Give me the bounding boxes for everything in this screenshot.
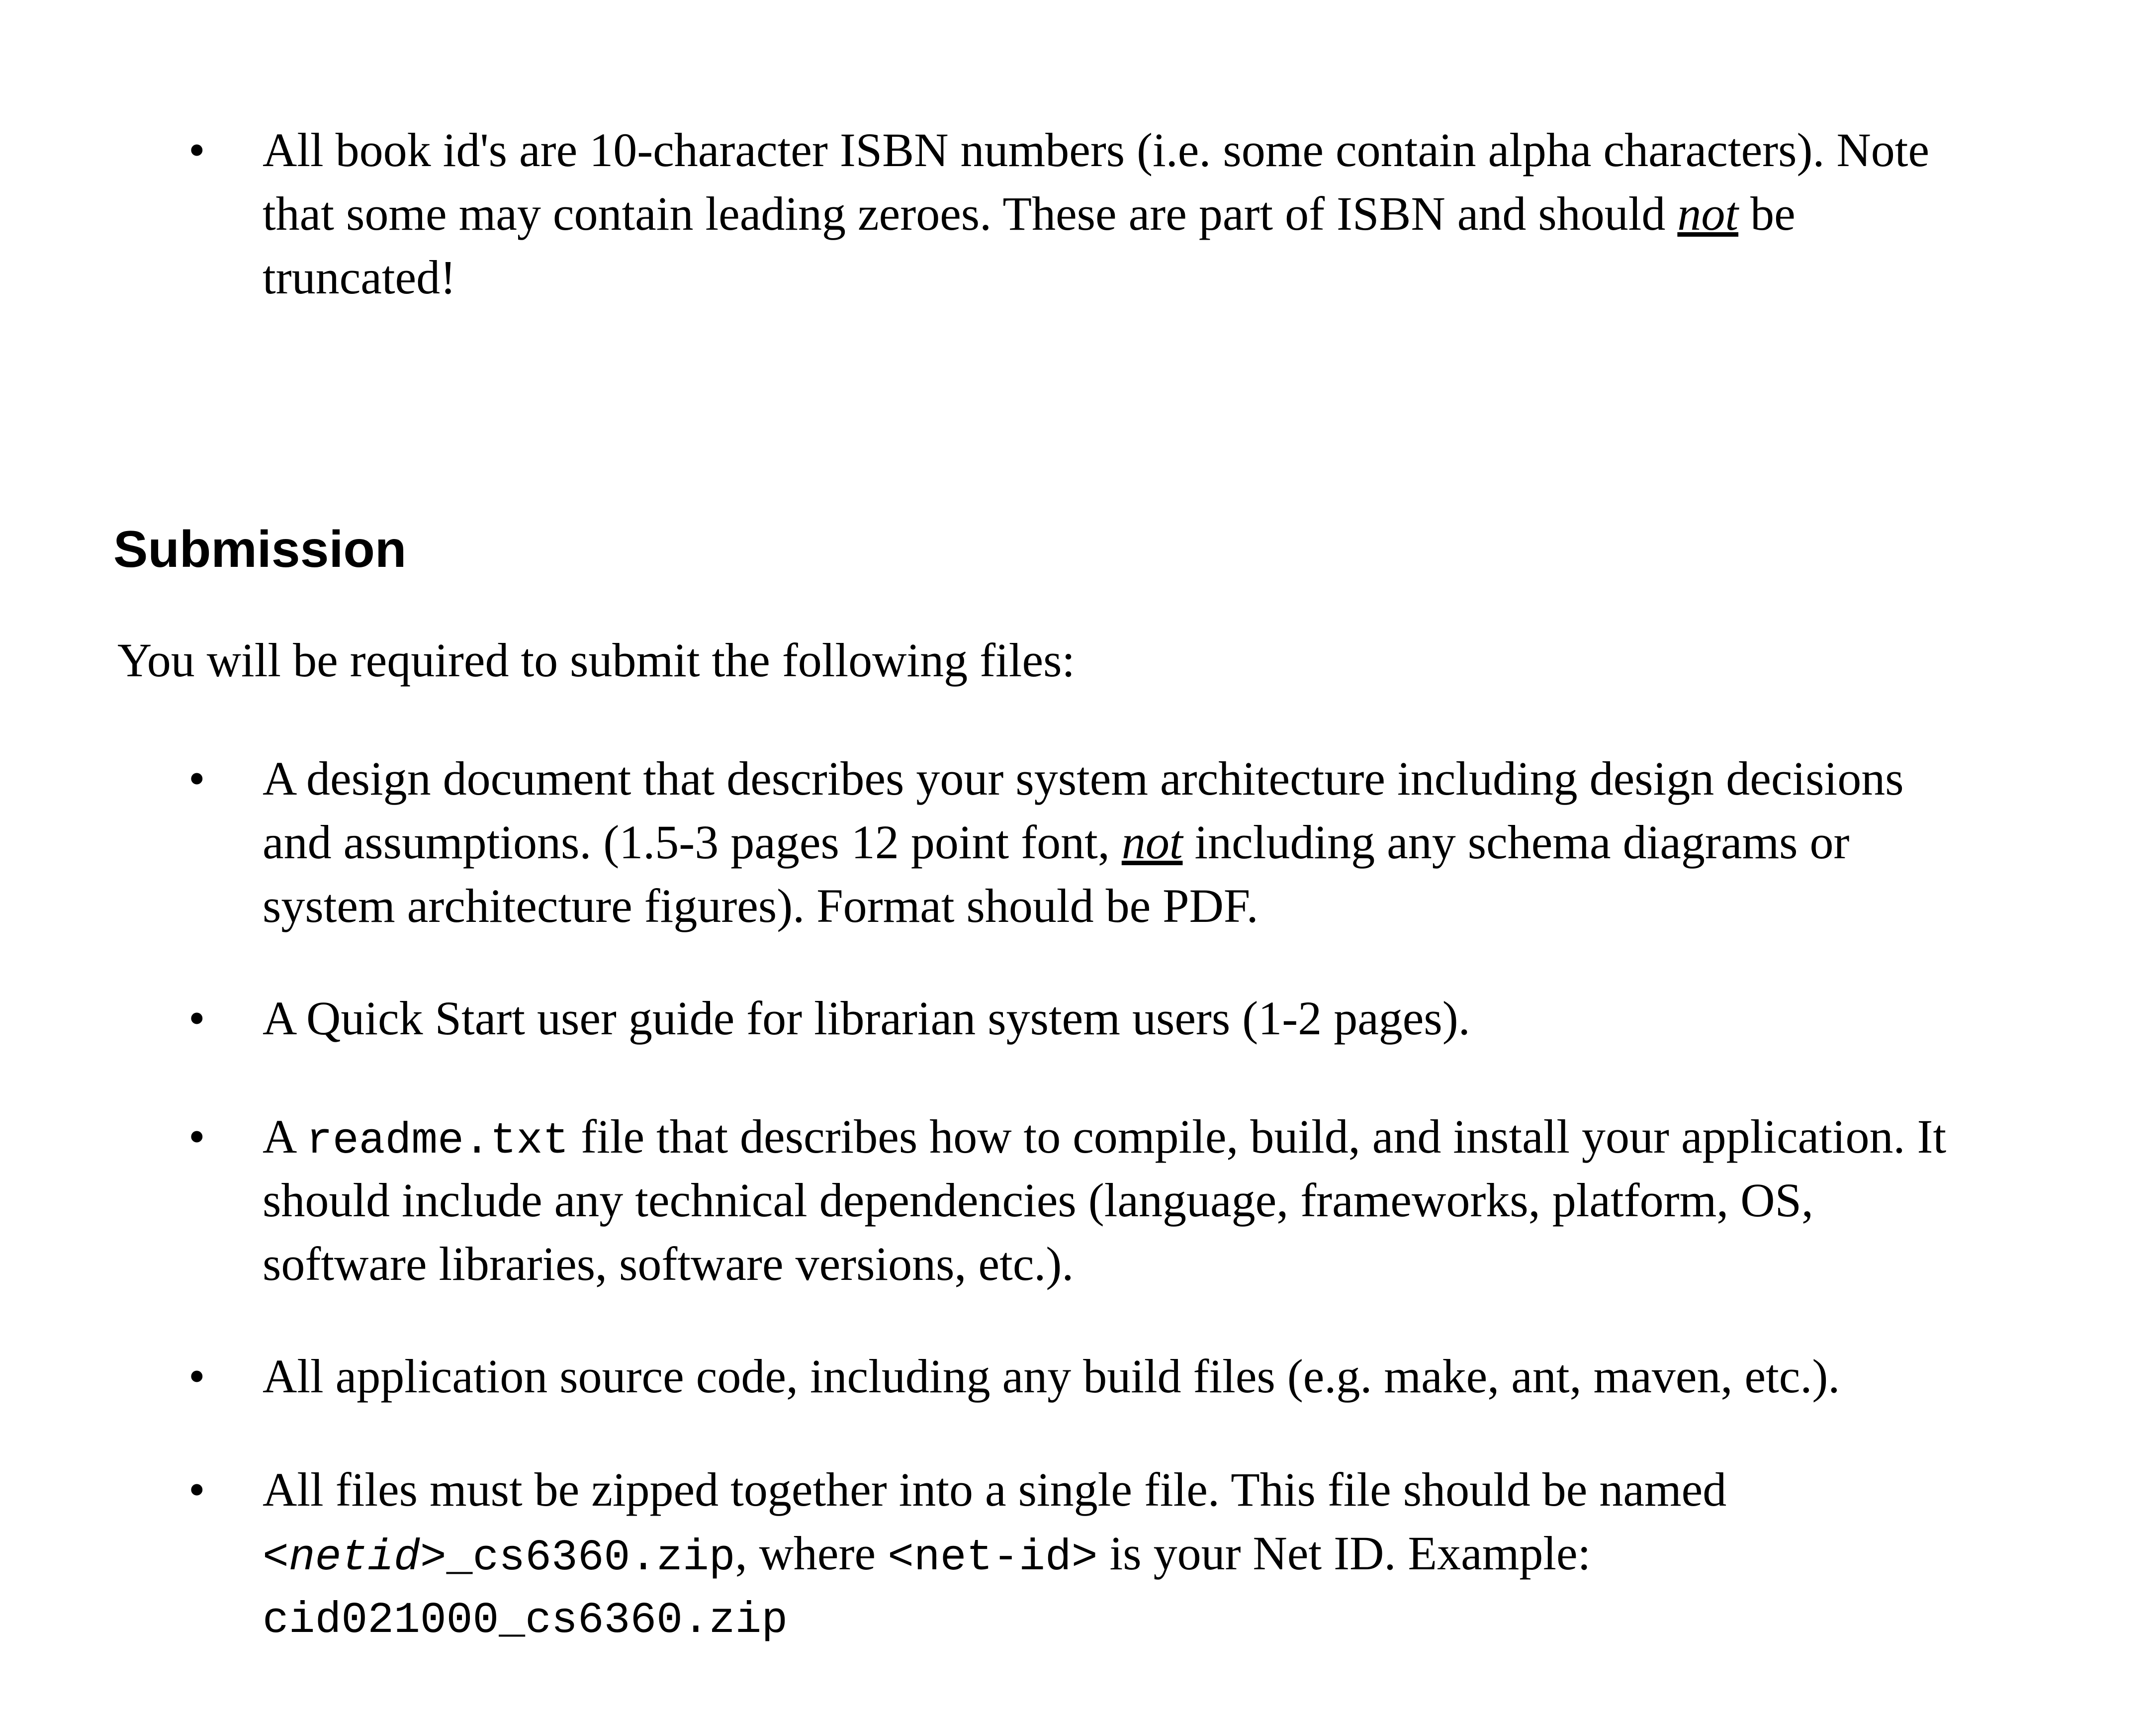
bullet-marker: • xyxy=(188,123,205,177)
isbn-note-line-2: that some may contain leading zeroes. These are part of ISBN and should not be xyxy=(263,187,1796,240)
zip-file-line-2: <netid>_cs6360.zip, where <net-id> is your Net ID. Example: xyxy=(263,1527,1591,1583)
source-code-line-1: All application source code, including any build files (e.g. make, ant, maven, etc.). xyxy=(263,1350,1840,1403)
example-zip-filename: cid021000_cs6360.zip xyxy=(263,1596,788,1645)
zip-file-line-3 xyxy=(263,1584,788,1653)
zip-name-pattern: <netid>_cs6360.zip xyxy=(263,1533,735,1583)
bullet-marker: • xyxy=(188,752,205,805)
emphasis-not: not xyxy=(1121,815,1183,869)
bullet-marker: • xyxy=(188,1110,205,1163)
bullet-marker: • xyxy=(188,992,205,1045)
design-document-line-1: A design document that describes your system architecture including design decisions xyxy=(263,752,1904,805)
readme-line-2: should include any technical dependencies (language, frameworks, platform, OS, xyxy=(263,1173,1813,1227)
isbn-note-line-1: All book id's are 10-character ISBN numbers (i.e. some contain alpha characters). Note xyxy=(263,123,1930,177)
readme-line-3: software libraries, software versions, etc.). xyxy=(263,1237,1074,1290)
isbn-note-line-3: truncated! xyxy=(263,251,456,304)
bullet-marker: • xyxy=(188,1350,205,1403)
design-document-line-2: and assumptions. (1.5-3 pages 12 point font, not including any schema diagrams or xyxy=(263,815,1850,869)
net-id-token: <net-id> xyxy=(888,1533,1098,1583)
readme-filename: readme.txt xyxy=(306,1117,569,1166)
bullet-marker: • xyxy=(188,1463,205,1516)
readme-line-1: A readme.txt file that describes how to compile, build, and install your application. It xyxy=(263,1110,1947,1166)
submission-intro: You will be required to submit the following files: xyxy=(117,633,1076,687)
submission-heading: Submission xyxy=(113,521,407,578)
design-document-line-3: system architecture figures). Format should be PDF. xyxy=(263,879,1258,932)
quick-start-line-1: A Quick Start user guide for librarian system users (1-2 pages). xyxy=(263,992,1470,1045)
emphasis-not: not xyxy=(1677,187,1739,240)
zip-file-line-1: All files must be zipped together into a single file. This file should be named xyxy=(263,1463,1727,1516)
